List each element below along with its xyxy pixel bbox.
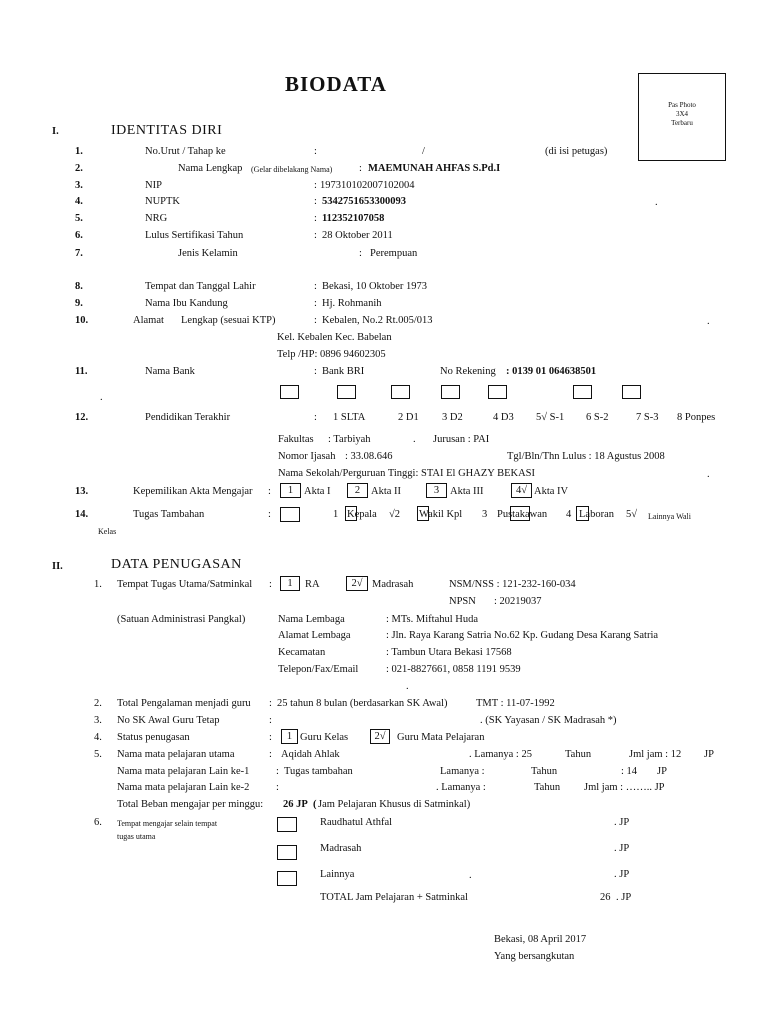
photo-frame	[638, 73, 726, 161]
rekening-label: No Rekening	[440, 366, 496, 377]
nuptk-value: 5342751653300093	[322, 196, 406, 207]
faculty-value: : Tarbiyah	[328, 434, 371, 445]
gender-value: Perempuan	[370, 248, 418, 259]
field-note: (di isi petugas)	[545, 146, 608, 157]
madrasah-checkbox-checked: 2√	[346, 576, 368, 591]
row-number: 12.	[75, 412, 89, 423]
colon: :	[269, 579, 272, 590]
name-value: MAEMUNAH AHFAS S.Pd.I	[368, 163, 501, 174]
field-label: NRG	[145, 213, 168, 224]
section-1-number: I.	[52, 126, 59, 137]
field-label: Alamat	[133, 315, 164, 326]
field-label: Fakultas	[278, 434, 314, 445]
nrg-value: 112352107058	[322, 213, 385, 224]
row-number: 3.	[75, 180, 83, 191]
empty-box	[622, 385, 641, 399]
field-label: No.Urut / Tahap ke	[145, 146, 226, 157]
field-label-note: (Gelar dibelakang Nama)	[251, 165, 333, 174]
paren: (	[313, 799, 317, 810]
row-number: 3.	[94, 715, 102, 726]
colon: :	[314, 281, 317, 292]
row-number: 5.	[94, 749, 102, 760]
task-option-selected: 5√	[626, 509, 638, 520]
colon: :	[269, 715, 272, 726]
row-number: 2.	[94, 698, 102, 709]
rekening-value: : 0139 01 064638501	[506, 366, 597, 377]
edu-option: 2 D1	[398, 412, 419, 423]
field-label: Status penugasan	[117, 732, 190, 743]
field-label: Tahun	[534, 782, 561, 793]
colon: :	[314, 213, 317, 224]
field-label: No SK Awal Guru Tetap	[117, 715, 220, 726]
field-label: Jenis Kelamin	[178, 248, 238, 259]
lembaga-name: : MTs. Miftahul Huda	[386, 614, 479, 625]
other-place-jp: . JP	[614, 843, 630, 854]
field-label: Lengkap (sesuai KTP)	[181, 315, 276, 326]
section-2-title: DATA PENUGASAN	[111, 557, 242, 572]
field-label: Tempat dan Tanggal Lahir	[145, 281, 256, 292]
section-2-number: II.	[52, 561, 63, 572]
colon: :	[276, 766, 279, 777]
sk-note: . (SK Yayasan / SK Madrasah *)	[480, 715, 617, 726]
graduation-date: Tgl/Bln/Thn Lulus : 18 Agustus 2008	[507, 451, 665, 462]
subject-value: Aqidah Ahlak	[281, 749, 340, 760]
field-label: Tempat mengajar selain tempat	[117, 819, 218, 828]
field-label: Tahun	[565, 749, 592, 760]
row-number: 4.	[94, 732, 102, 743]
slash: /	[422, 146, 425, 157]
duration-value: . Lamanya : 25	[469, 749, 532, 760]
other-place-jp: . JP	[614, 817, 630, 828]
nip-value: 197310102007102004	[320, 180, 415, 191]
colon: :	[314, 196, 317, 207]
phone-value: Telp /HP: 0896 94602305	[277, 349, 386, 360]
field-label: Tahun	[531, 766, 558, 777]
row-number: 8.	[75, 281, 83, 292]
akta-checkbox-checked: 4√	[511, 483, 532, 498]
task-label: Laboran	[579, 509, 614, 520]
empty-box	[277, 871, 297, 886]
row-number: 9.	[75, 298, 83, 309]
madrasah-label: Madrasah	[372, 579, 414, 590]
npsn-label: NPSN	[449, 596, 476, 607]
colon: :	[269, 698, 272, 709]
edu-option: 3 D2	[442, 412, 463, 423]
empty-box	[573, 385, 592, 399]
school-value: Nama Sekolah/Perguruan Tinggi: STAI El GHAZY BEKASI	[278, 468, 535, 479]
colon: :	[269, 749, 272, 760]
sap-label: (Satuan Administrasi Pangkal)	[117, 614, 246, 625]
field-label: Tugas Tambahan	[133, 509, 205, 520]
row-number: 13.	[75, 486, 89, 497]
empty-box	[280, 385, 299, 399]
akta-label: Akta II	[371, 486, 402, 497]
duration-value: Lamanya :	[440, 766, 485, 777]
ra-checkbox: 1	[280, 576, 300, 591]
row-number: 14.	[75, 509, 89, 520]
akta-checkbox: 2	[347, 483, 368, 498]
hours-value: Jml jam : …….. JP	[584, 782, 665, 793]
task-label-wrap: Kelas	[98, 527, 117, 536]
colon: :	[268, 509, 271, 520]
row-number: 4.	[75, 196, 83, 207]
guru-mapel-label: Guru Mata Pelajaran	[397, 732, 485, 743]
npsn-value: : 20219037	[494, 596, 542, 607]
dot: .	[100, 392, 103, 403]
empty-box	[277, 817, 297, 832]
field-label: Nomor Ijasah	[278, 451, 336, 462]
kecamatan-value: : Tambun Utara Bekasi 17568	[386, 647, 512, 658]
edu-option: 7 S-3	[636, 412, 659, 423]
task-label: Wakil Kpl	[419, 509, 463, 520]
page-title: BIODATA	[285, 72, 387, 96]
field-label: Nama Lembaga	[278, 614, 345, 625]
empty-box	[488, 385, 507, 399]
field-label: Alamat Lembaga	[278, 630, 351, 641]
field-label: NUPTK	[145, 196, 181, 207]
experience-value: 25 tahun 8 bulan (berdasarkan SK Awal)	[277, 698, 448, 709]
other-place-label: Lainnya	[320, 869, 355, 880]
colon: :	[314, 412, 317, 423]
row-number: 6.	[75, 230, 83, 241]
guru-mapel-checkbox-checked: 2√	[370, 729, 390, 744]
edu-option: 6 S-2	[586, 412, 609, 423]
field-label: Pendidikan Terakhir	[145, 412, 231, 423]
edu-option-selected: 5√ S-1	[536, 412, 565, 423]
field-label: Kecamatan	[278, 647, 326, 658]
row-number: 7.	[75, 248, 83, 259]
other-place-label: Madrasah	[320, 843, 362, 854]
colon: :	[359, 163, 362, 174]
task-label: Kepala	[347, 509, 377, 520]
other-place-jp: . JP	[614, 869, 630, 880]
colon: :	[276, 782, 279, 793]
colon: :	[268, 486, 271, 497]
row-number: 1.	[94, 579, 102, 590]
field-label: Total Pengalaman menjadi guru	[117, 698, 251, 709]
field-label: tugas utama	[117, 832, 156, 841]
colon: :	[269, 732, 272, 743]
row-number: 5.	[75, 213, 83, 224]
total-load-note: Jam Pelajaran Khusus di Satminkal)	[318, 799, 471, 810]
empty-box	[277, 845, 297, 860]
edu-option: 1 SLTA	[333, 412, 366, 423]
signature-label: Yang bersangkutan	[494, 951, 575, 962]
akta-label: Akta IV	[534, 486, 569, 497]
akta-label: Akta III	[450, 486, 484, 497]
major-value: Jurusan : PAI	[433, 434, 490, 445]
colon: :	[314, 180, 317, 191]
dot: .	[406, 681, 409, 692]
field-label: Kepemilikan Akta Mengajar	[133, 486, 253, 497]
field-label: Tempat Tugas Utama/Satminkal	[117, 579, 253, 590]
total-hours-jp: . JP	[616, 892, 632, 903]
field-label: Nama mata pelajaran utama	[117, 749, 235, 760]
akta-checkbox: 3	[426, 483, 447, 498]
row-number: 6.	[94, 817, 102, 828]
other-place-label: Raudhatul Athfal	[320, 817, 393, 828]
field-label: JP	[704, 749, 714, 760]
hours-value: Jml jam : 12	[629, 749, 682, 760]
mother-value: Hj. Rohmanih	[322, 298, 382, 309]
field-label: NIP	[145, 180, 162, 191]
akta-checkbox: 1	[280, 483, 301, 498]
dot: .	[413, 434, 416, 445]
field-label: Nama Bank	[145, 366, 195, 377]
photo-label-1: Pas Photo	[668, 101, 696, 109]
nsm-value: NSM/NSS : 121-232-160-034	[449, 579, 576, 590]
empty-box	[280, 507, 300, 522]
row-number: 11.	[75, 366, 88, 377]
task-option: 3	[482, 509, 488, 520]
ra-label: RA	[305, 579, 320, 590]
address-value: Kebalen, No.2 Rt.005/013	[322, 315, 433, 326]
empty-box	[337, 385, 356, 399]
colon: :	[314, 298, 317, 309]
colon: :	[359, 248, 362, 259]
birth-value: Bekasi, 10 Oktober 1973	[322, 281, 427, 292]
row-number: 2.	[75, 163, 83, 174]
row-number: 10.	[75, 315, 89, 326]
colon: :	[314, 230, 317, 241]
ijazah-value: : 33.08.646	[345, 451, 393, 462]
empty-box	[441, 385, 460, 399]
photo-label-2: 3X4	[675, 110, 689, 118]
duration-value: . Lamanya :	[436, 782, 486, 793]
signature-place-date: Bekasi, 08 April 2017	[494, 934, 587, 945]
photo-label-3: Terbaru	[671, 119, 693, 127]
edu-option: 8 Ponpes	[677, 412, 716, 423]
lembaga-address: : Jln. Raya Karang Satria No.62 Kp. Gudang Desa Karang Satria	[386, 630, 659, 641]
subject-value: Tugas tambahan	[284, 766, 353, 777]
edu-option: 4 D3	[493, 412, 514, 423]
address-line-2: Kel. Kebalen Kec. Babelan	[277, 332, 392, 343]
colon: :	[314, 315, 317, 326]
total-hours-value: 26	[600, 892, 611, 903]
sertifikasi-value: 28 Oktober 2011	[322, 230, 393, 241]
akta-label: Akta I	[304, 486, 331, 497]
task-option: √2	[389, 509, 401, 520]
contact-value: : 021-8827661, 0858 1191 9539	[386, 664, 521, 675]
task-option: 4	[566, 509, 572, 520]
task-label: Lainnya Wali	[648, 512, 691, 521]
row-number: 1.	[75, 146, 83, 157]
tmt-value: TMT : 11-07-1992	[476, 698, 555, 709]
field-label: Nama Ibu Kandung	[145, 298, 228, 309]
dot: .	[655, 197, 658, 208]
field-label: Telepon/Fax/Email	[278, 664, 359, 675]
field-label: Nama mata pelajaran Lain ke-1	[117, 766, 250, 777]
dot: .	[707, 316, 710, 327]
dot: .	[469, 870, 472, 881]
hours-value: : 14	[621, 766, 638, 777]
field-label: Lulus Sertifikasi Tahun	[145, 230, 244, 241]
total-hours-label: TOTAL Jam Pelajaran + Satminkal	[320, 892, 468, 903]
field-label: Total Beban mengajar per minggu:	[117, 799, 264, 810]
colon: :	[314, 146, 317, 157]
field-label: Nama mata pelajaran Lain ke-2	[117, 782, 250, 793]
total-load-value: 26 JP	[283, 799, 308, 810]
guru-kelas-label: Guru Kelas	[300, 732, 349, 743]
guru-kelas-checkbox: 1	[281, 729, 298, 744]
colon: :	[314, 366, 317, 377]
field-label: Nama Lengkap	[178, 163, 243, 174]
section-1-title: IDENTITAS DIRI	[111, 123, 223, 138]
task-label: Pustakawan	[497, 509, 548, 520]
task-option: 1	[333, 509, 339, 520]
dot: .	[707, 469, 710, 480]
empty-box	[391, 385, 410, 399]
bank-value: Bank BRI	[322, 366, 365, 377]
field-label: JP	[657, 766, 667, 777]
